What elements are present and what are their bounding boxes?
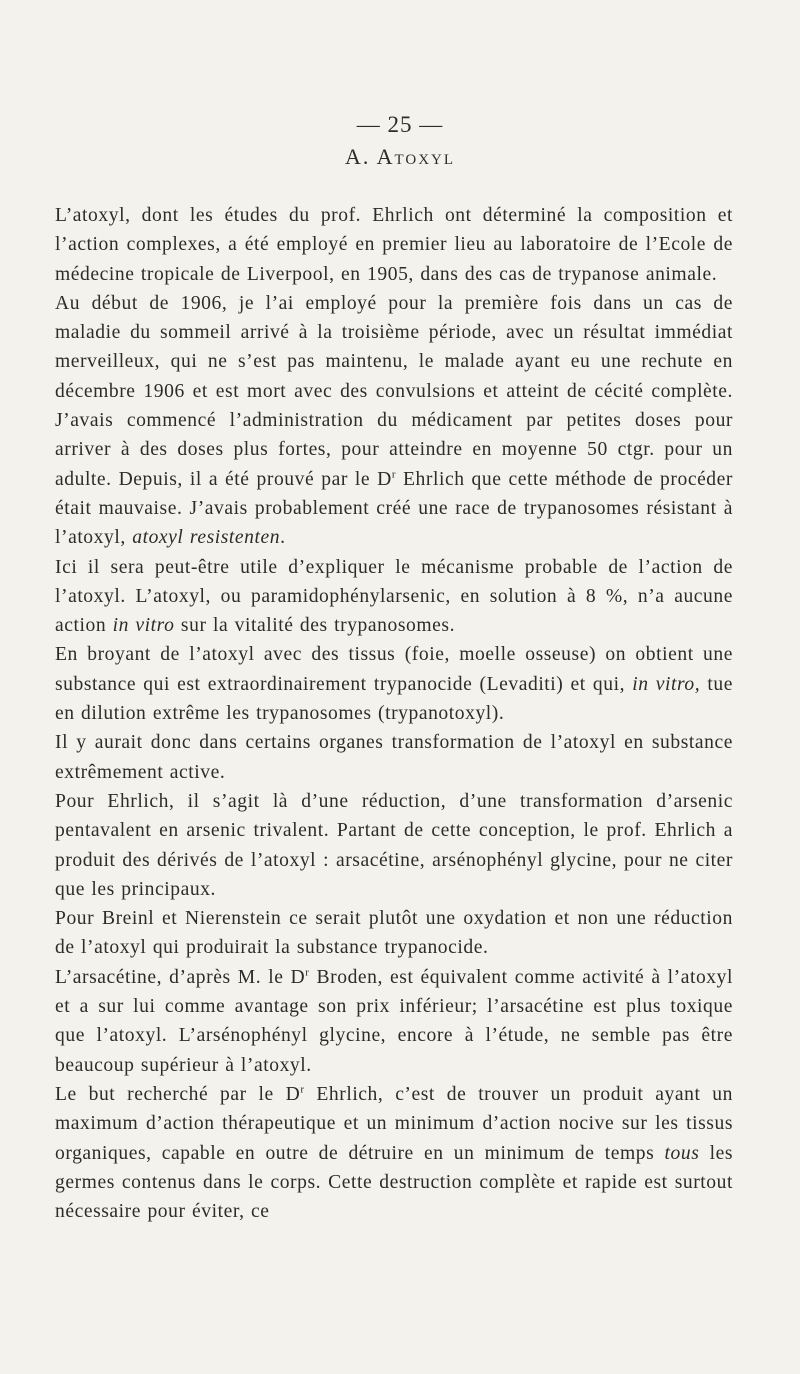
paragraph-4: [55, 640, 733, 728]
paragraph-8-superscript: r: [305, 966, 310, 979]
body-text: [55, 201, 733, 1226]
paragraph-7: [55, 904, 733, 963]
paragraph-6: [55, 787, 733, 904]
section-title: A. Atoxyl: [344, 144, 456, 169]
paragraph-8: [55, 963, 733, 1080]
paragraph-9-text-after-superscript: Ehrlich, c’est de trouver un produit ayant un maximum d’action thérapeutique et un minimum d’action nocive sur les tissus organiques, capable en outre de détruire en un minimum de temps: [55, 1083, 733, 1164]
paragraph-3-text: Ici il sera peut-être utile d’expliquer le mécanisme probable de l’action de l’atoxyl. L’atoxyl, ou paramidophénylarsenic, en solution à 8 %, n’a aucune action: [55, 556, 733, 637]
paragraph-3-italic: in vitro: [112, 615, 175, 637]
paragraph-9-text-end: les germes contenus dans le corps. Cette destruction complète et rapide est surtout nécessaire pour éviter, ce: [55, 1142, 734, 1223]
paragraph-2-text-end: .: [280, 527, 286, 549]
paragraph-3: [55, 553, 733, 641]
paragraph-2-text: Au début de 1906, je l’ai employé pour la première fois dans un cas de maladie du sommeil arrivé à la troisième période, avec un résultat immédiat merveilleux, qui ne s’est pas maintenu, le malade ayant eu une rechute en décembre 1906 et est mort avec des convulsions et atteint de cécité complète. J’avais commencé l’administration du médicament par petites doses pour arriver à des doses plus fortes, pour atteindre en moyenne 50 ctgr. pour un adulte. Depuis, il a été prouvé par le D: [55, 292, 733, 490]
paragraph-5-text: Il y aurait donc dans certains organes transformation de l’atoxyl en substance extrêmement active.: [55, 732, 733, 783]
paragraph-3-text-end: sur la vitalité des trypanosomes.: [180, 615, 456, 637]
paragraph-9-text: Le but recherché par le D: [55, 1083, 301, 1105]
paragraph-9: [55, 1080, 733, 1226]
paragraph-9-italic: tous: [664, 1142, 700, 1164]
paragraph-5: [55, 728, 733, 787]
paragraph-9-superscript: r: [300, 1083, 305, 1096]
paragraph-4-text-end: tue en dilution extrême les trypanosomes (trypanotoxyl).: [55, 673, 733, 725]
paragraph-4-text: En broyant de l’atoxyl avec des tissus (foie, moelle osseuse) on obtient une substance qui est extraordinairement trypanocide (Levaditi) et qui,: [55, 644, 733, 695]
paragraph-7-text: Pour Breinl et Nierenstein ce serait plutôt une oxydation et non une réduction de l’atoxyl qui produirait la substance trypanocide.: [55, 908, 733, 959]
paragraph-8-text: L’arsacétine, d’après M. le D: [55, 966, 306, 988]
paragraph-2-superscript: r: [391, 468, 397, 481]
paragraph-2: [55, 289, 733, 553]
page-number: — 25 —: [356, 112, 444, 137]
paragraph-4-italic: in vitro,: [632, 673, 701, 695]
paragraph-2-text-after-superscript: Ehrlich que cette méthode de procéder était mauvaise. J’avais probablement créé une race de trypanosomes résistant à l’atoxyl,: [55, 468, 733, 549]
paragraph-2-italic: atoxyl resistenten: [132, 527, 281, 549]
paragraph-6-text: Pour Ehrlich, il s’agit là d’une réduction, d’une transformation d’arsenic pentavalent en arsenic trivalent. Partant de cette conception, le prof. Ehrlich a produit des dérivés de l’atoxyl : arsacétine, arsénophényl glycine, pour ne citer que les principaux.: [55, 790, 733, 900]
paragraph-1-text: L’atoxyl, dont les études du prof. Ehrlich ont déterminé la composition et l’action complexes, a été employé en premier lieu au laboratoire de l’Ecole de médecine tropicale de Liverpool, en 1905, dans des cas de trypanose animale.: [55, 205, 733, 285]
paragraph-1: [55, 201, 733, 289]
paragraph-8-text-after-superscript: Broden, est équivalent comme activité à l’atoxyl et a sur lui comme avantage son prix inférieur; l’arsacétine est plus toxique que l’atoxyl. L’arsénophényl glycine, encore à l’étude, ne semble pas être beaucoup supérieur à l’atoxyl.: [55, 966, 733, 1076]
